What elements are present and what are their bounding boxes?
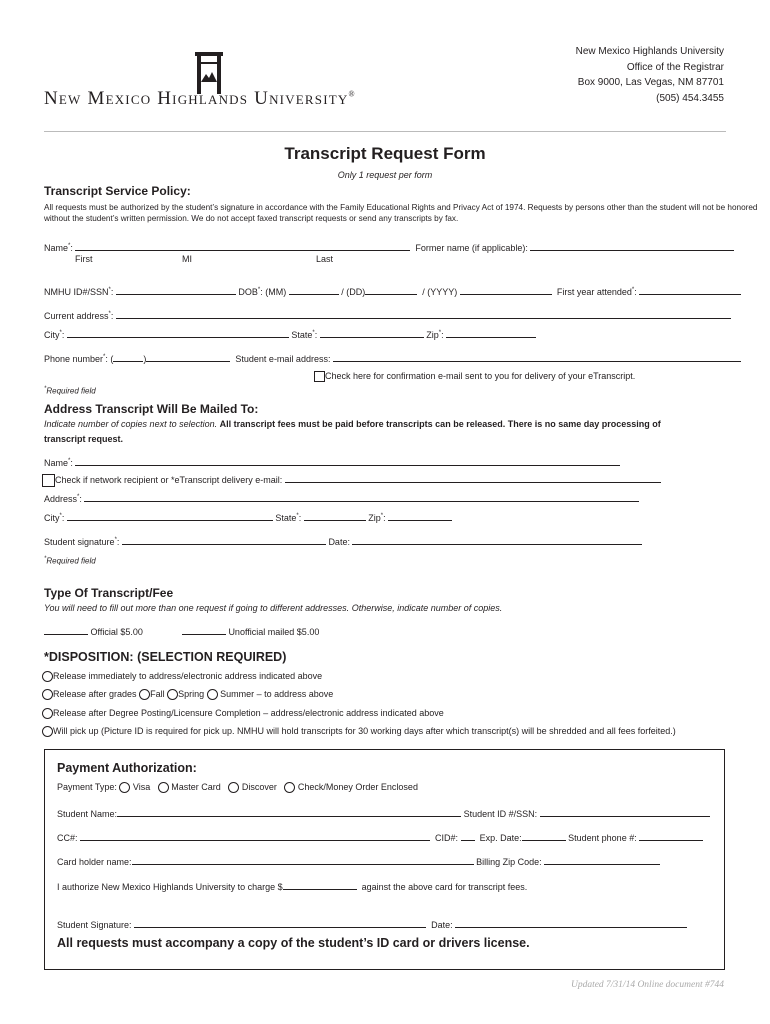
mail-note: Indicate number of copies next to selection. All transcript fees must be paid before transcripts can be released. There is no same day processing of xyxy=(44,419,661,429)
name-sublabel-mi: MI xyxy=(182,254,192,264)
holder-label: Card holder name: xyxy=(57,857,132,867)
payment-cc-row xyxy=(57,831,703,844)
student-name-row: Name*: Former name (if applicable): xyxy=(44,241,734,254)
payment-student-id-label: Student ID #/SSN: xyxy=(463,809,538,819)
zip-input[interactable] xyxy=(446,328,536,338)
phone-label: Phone number xyxy=(44,354,104,364)
former-name-label: Former name (if applicable): xyxy=(415,243,528,253)
type-heading: Type Of Transcript/Fee xyxy=(44,586,174,600)
address-line: Box 9000, Las Vegas, NM 87701 xyxy=(577,77,724,88)
mail-address-input[interactable] xyxy=(84,492,639,502)
mail-heading: Address Transcript Will Be Mailed To: xyxy=(44,402,259,416)
address-line: Office of the Registrar xyxy=(626,61,724,73)
policy-text-2: without the student’s written permission. We do not accept faxed transcript requests or send any transcripts by fax. xyxy=(44,214,459,223)
name-input[interactable] xyxy=(75,241,410,251)
form-subtitle: Only 1 request per form xyxy=(337,170,433,180)
required-note: *Required field xyxy=(44,386,96,396)
network-email-input[interactable] xyxy=(285,473,661,483)
form-title: Transcript Request Form xyxy=(284,144,486,163)
payment-phone-input[interactable] xyxy=(639,831,703,841)
id-notice: All requests must accompany a copy of the student’s ID card or drivers license. xyxy=(57,936,530,950)
phone-area-input[interactable] xyxy=(113,352,143,362)
signature-label: Student signature xyxy=(44,537,115,547)
disposition-option-1[interactable]: Release immediately to address/electronic address indicated above xyxy=(42,671,322,682)
radio-will-pick-up[interactable] xyxy=(42,726,53,737)
disposition-option-2[interactable]: Release after grades Fall Spring Summer – to address above xyxy=(42,689,333,700)
payment-signature-row xyxy=(57,918,687,931)
state-label: State xyxy=(291,330,313,340)
payment-heading: Payment Authorization: xyxy=(57,761,197,775)
name-sublabel-first: First xyxy=(75,254,93,264)
payment-student-name-input[interactable] xyxy=(117,807,461,817)
email-label: Student e-mail address: xyxy=(235,354,331,364)
payment-name-row xyxy=(57,807,710,820)
radio-summer[interactable] xyxy=(207,689,218,700)
payment-type-row: Payment Type: Visa Master Card Discover Check/Money Order Enclosed xyxy=(57,782,418,792)
id-input[interactable] xyxy=(116,285,236,295)
current-address-label: Current address xyxy=(44,311,109,321)
phone-input[interactable] xyxy=(146,352,230,362)
policy-heading: Transcript Service Policy: xyxy=(44,184,191,198)
university-logo xyxy=(44,52,384,112)
billing-zip-input[interactable] xyxy=(544,855,660,865)
disposition-heading: *DISPOSITION: (SELECTION REQUIRED) xyxy=(44,650,287,664)
payment-signature-label: Student Signature: xyxy=(57,920,132,930)
disposition-option-4[interactable]: Will pick up (Picture ID is required for pick up. NMHU will hold transcripts for 30 working days after which transcript(s) will be shredded and all fees forfeited.) xyxy=(42,726,676,737)
payment-holder-row xyxy=(57,855,660,868)
mail-required-note: *Required field xyxy=(44,556,96,566)
payment-student-id-input[interactable] xyxy=(540,807,710,817)
id-label: NMHU ID#/SSN xyxy=(44,287,109,297)
mail-note-2: transcript request. xyxy=(44,434,124,444)
radio-fall[interactable] xyxy=(139,689,150,700)
dob-yyyy-input[interactable] xyxy=(460,285,552,295)
payment-student-name-label: Student Name: xyxy=(57,809,118,819)
mail-name-input[interactable] xyxy=(75,456,620,466)
date-input[interactable] xyxy=(352,535,642,545)
cc-input[interactable] xyxy=(80,831,430,841)
payment-authorize-row: I authorize New Mexico Highlands University to charge $ against the above card for transcript fees. xyxy=(57,882,528,892)
address-line: New Mexico Highlands University xyxy=(575,46,724,57)
holder-input[interactable] xyxy=(132,855,474,865)
signature-row: Student signature*: Date: xyxy=(44,535,642,548)
payment-signature-input[interactable] xyxy=(134,918,426,928)
email-input[interactable] xyxy=(333,352,741,362)
city-input[interactable] xyxy=(67,328,289,338)
confirm-email-label: Check here for confirmation e-mail sent to you for delivery of your eTranscript. xyxy=(325,371,636,381)
first-year-input[interactable] xyxy=(639,285,741,295)
date-label: Date: xyxy=(328,537,350,547)
dob-mm-input[interactable] xyxy=(289,285,339,295)
official-label: Official $5.00 xyxy=(90,627,143,637)
mail-zip-label: Zip xyxy=(368,513,381,523)
dob-dd-input[interactable] xyxy=(365,285,417,295)
footer-updated: Updated 7/31/14 Online document #744 xyxy=(570,980,724,990)
mail-address-row: Address*: xyxy=(44,492,639,505)
header-divider xyxy=(44,131,726,132)
radio-mastercard[interactable] xyxy=(158,782,169,793)
mail-state-label: State xyxy=(275,513,297,523)
mail-city-row: City*: State*: Zip*: xyxy=(44,511,452,524)
official-copies-input[interactable] xyxy=(44,625,88,635)
mail-city-input[interactable] xyxy=(67,511,273,521)
first-year-label: First year attended xyxy=(556,287,632,297)
cid-input[interactable] xyxy=(461,831,475,841)
signature-input[interactable] xyxy=(122,535,326,545)
university-wordmark xyxy=(44,88,356,110)
unofficial-copies-input[interactable] xyxy=(182,625,226,635)
current-address-row: Current address*: xyxy=(44,309,731,322)
payment-phone-label: Student phone #: xyxy=(568,833,637,843)
exp-input[interactable] xyxy=(522,831,566,841)
university-name: New Mexico Highlands University xyxy=(44,88,349,109)
charge-amount-input[interactable] xyxy=(283,880,357,890)
radio-after-degree[interactable] xyxy=(42,708,53,719)
city-state-zip-row: City*: State*: Zip*: xyxy=(44,328,536,341)
unofficial-label: Unofficial mailed $5.00 xyxy=(228,627,320,637)
payment-date-label: Date: xyxy=(431,920,453,930)
registrar-address xyxy=(576,44,724,106)
mail-city-label: City xyxy=(44,513,60,523)
confirm-email-row xyxy=(314,371,635,382)
type-note: You will need to fill out more than one request if going to different addresses. Otherwise, indicate number of copies. xyxy=(44,603,503,613)
student-id-row: NMHU ID#/SSN*: DOB*: (MM) / (DD) / (YYYY) First year attended*: xyxy=(44,285,741,298)
mail-address-label: Address xyxy=(44,494,78,504)
trademark-symbol: ® xyxy=(348,89,356,99)
policy-text-1: All requests must be authorized by the student’s signature in accordance with the Family Educational Rights and Privacy Act of 1974. Requests by persons other than the student will not be honored xyxy=(44,203,758,212)
mail-name-label: Name xyxy=(44,458,69,468)
cc-label: CC#: xyxy=(57,833,78,843)
payment-date-input[interactable] xyxy=(455,918,687,928)
address-line: (505) 454.3455 xyxy=(656,92,724,104)
mail-zip-input[interactable] xyxy=(388,511,452,521)
payment-type-label: Payment Type: xyxy=(57,782,117,792)
phone-email-row: Phone number*: ( ) Student e-mail address: xyxy=(44,352,741,365)
mail-name-row: Name*: xyxy=(44,456,620,469)
radio-check[interactable] xyxy=(284,782,295,793)
cid-label: CID#: xyxy=(435,833,459,843)
dob-label: DOB xyxy=(238,287,258,297)
former-name-input[interactable] xyxy=(530,241,734,251)
network-label: Check if network recipient or *eTranscript delivery e-mail: xyxy=(55,475,283,485)
confirm-email-checkbox[interactable] xyxy=(314,371,325,382)
zip-label: Zip xyxy=(426,330,439,340)
disposition-option-3[interactable]: Release after Degree Posting/Licensure Completion – address/electronic address indicated above xyxy=(42,708,444,719)
mail-state-input[interactable] xyxy=(304,511,366,521)
radio-discover[interactable] xyxy=(228,782,239,793)
city-label: City xyxy=(44,330,60,340)
radio-spring[interactable] xyxy=(167,689,178,700)
name-label: Name xyxy=(44,243,69,253)
name-sublabel-last: Last xyxy=(316,254,334,264)
billing-zip-label: Billing Zip Code: xyxy=(476,857,542,867)
radio-release-immediately[interactable] xyxy=(42,671,53,682)
network-checkbox[interactable] xyxy=(42,474,55,487)
state-input[interactable] xyxy=(320,328,424,338)
exp-label: Exp. Date: xyxy=(479,833,522,843)
network-row xyxy=(42,473,661,487)
radio-visa[interactable] xyxy=(119,782,130,793)
current-address-input[interactable] xyxy=(116,309,731,319)
radio-release-after-grades[interactable] xyxy=(42,689,53,700)
type-options-row xyxy=(44,625,319,638)
